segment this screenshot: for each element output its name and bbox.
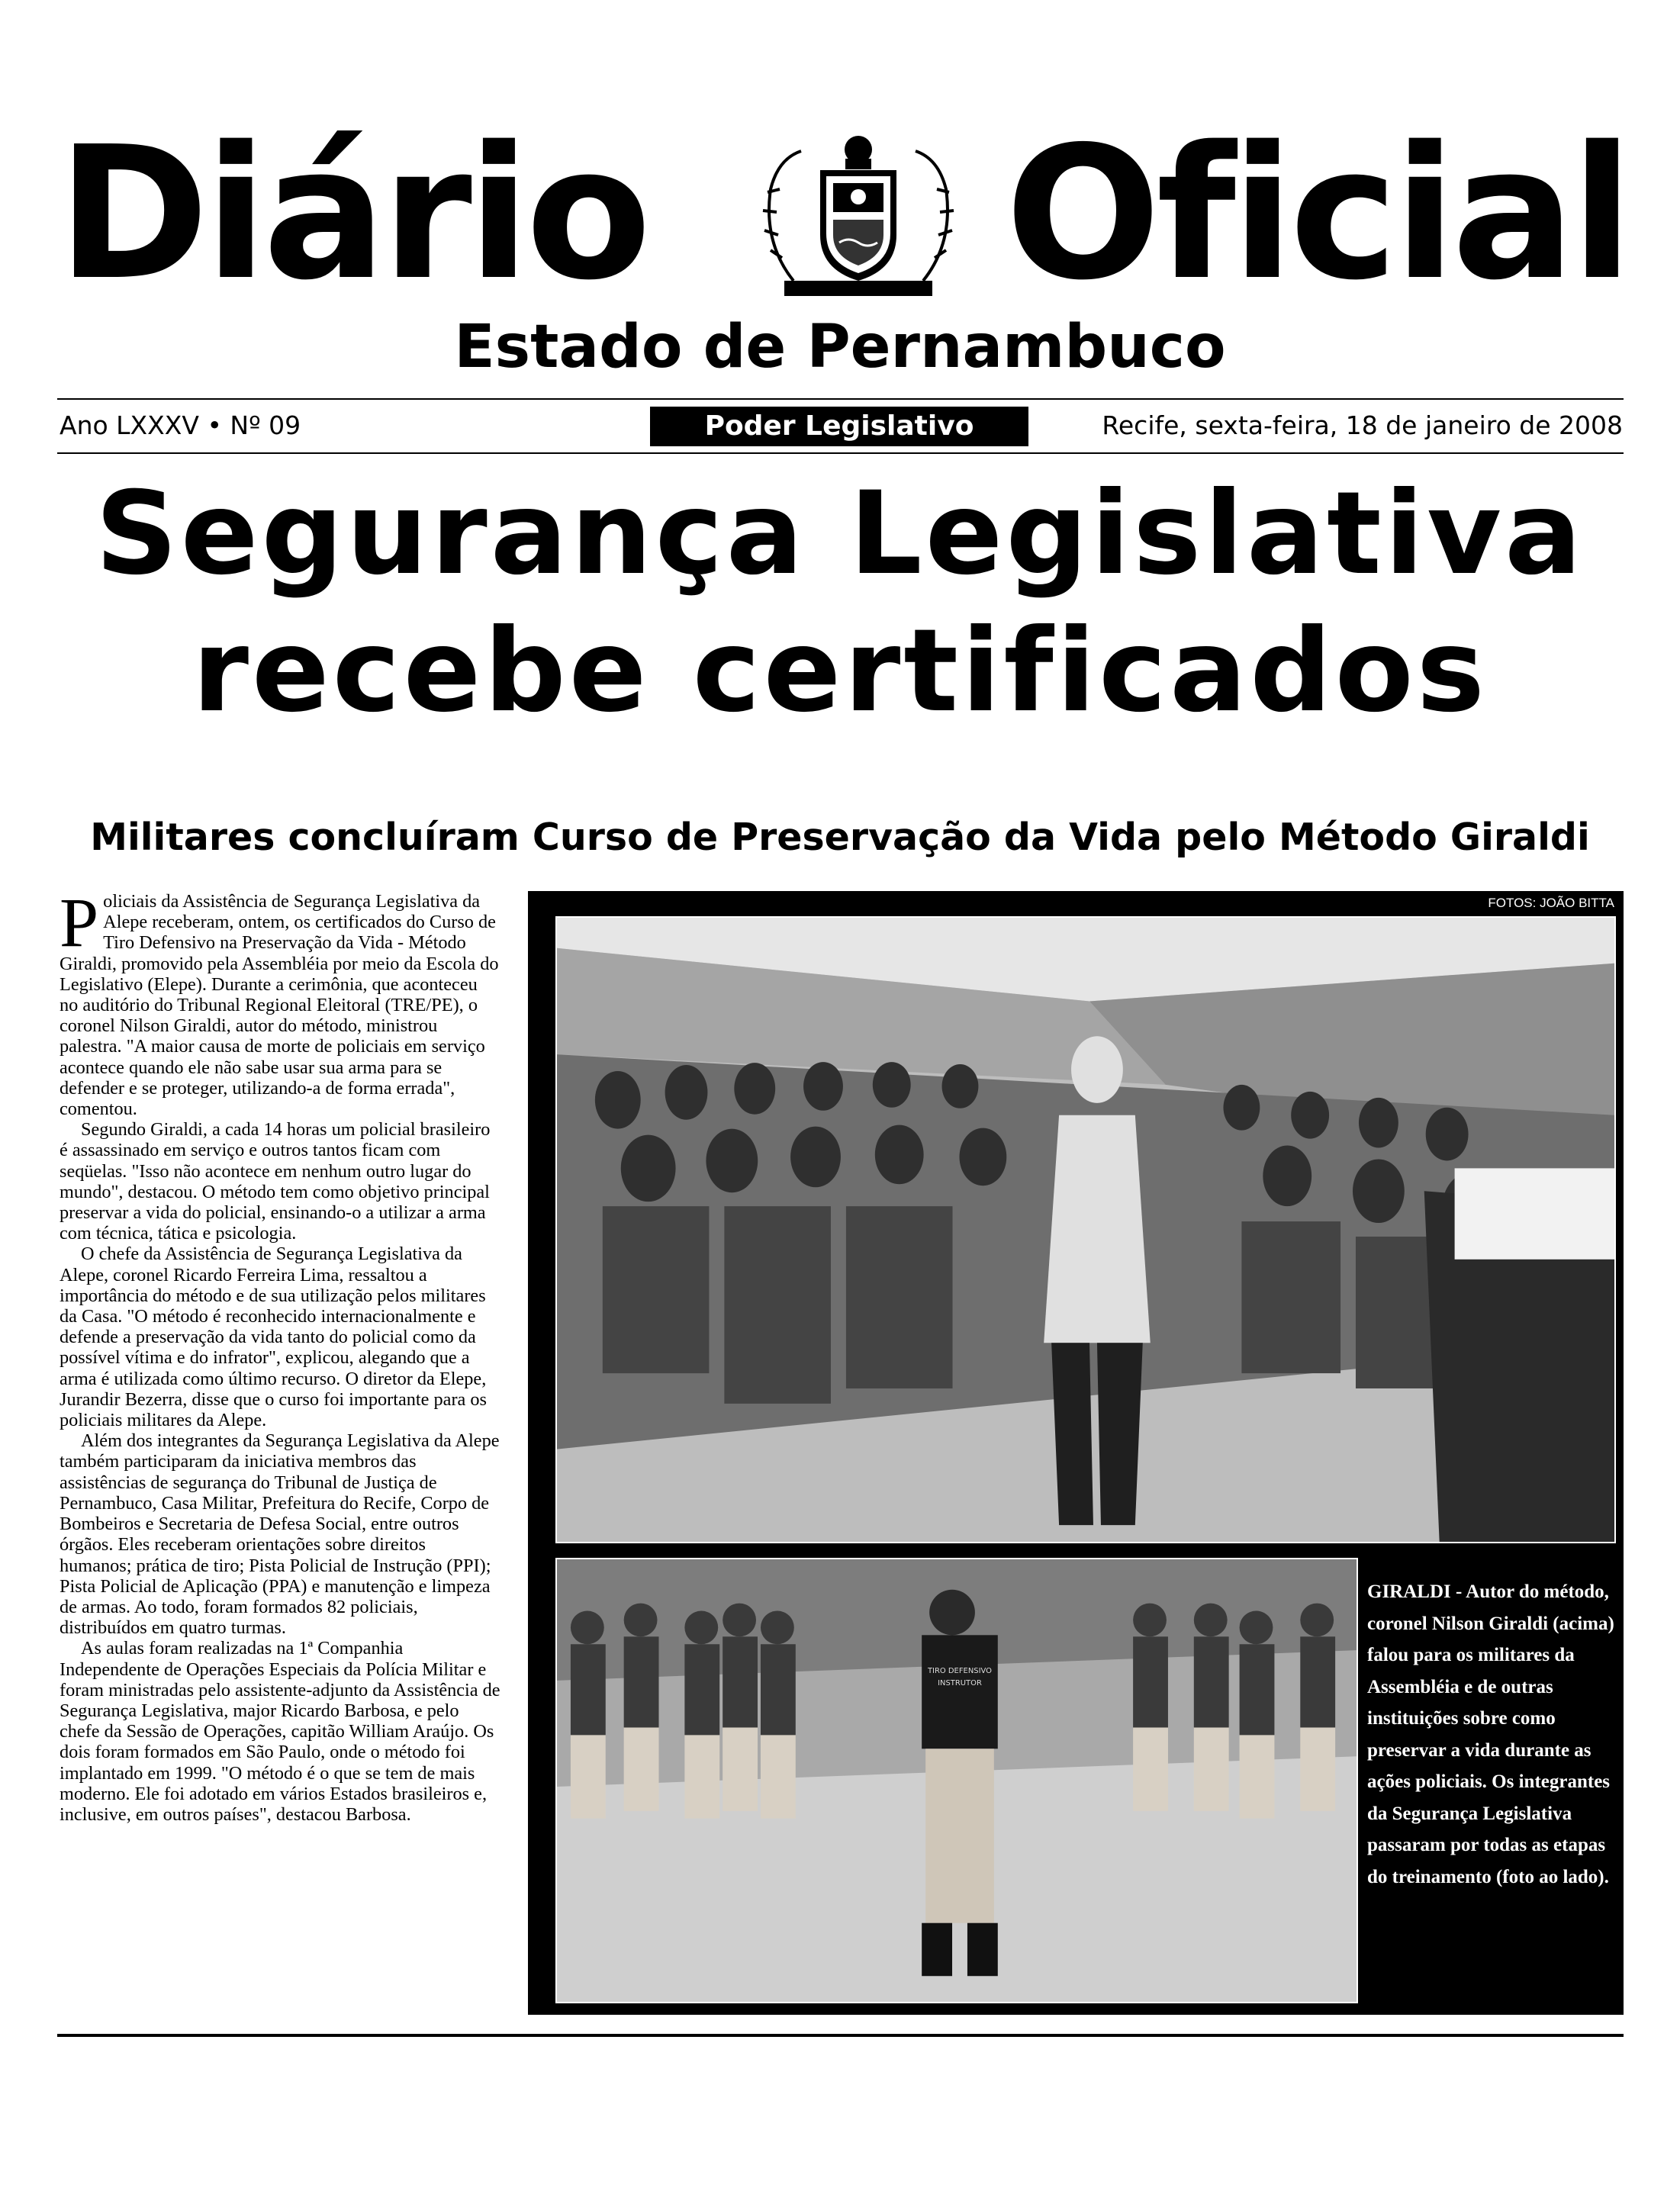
headline xyxy=(0,465,1680,740)
masthead xyxy=(57,107,1629,320)
dateline: Recife, sexta-feira, 18 de janeiro de 2008 xyxy=(1102,410,1623,440)
headline-line-2: recebe certificados xyxy=(192,605,1488,738)
article-lead-paragraph xyxy=(60,891,500,1119)
photo-credit: FOTOS: JOÃO BITTA xyxy=(1488,896,1614,910)
training-photo xyxy=(555,1558,1358,2003)
photo-panel xyxy=(528,891,1624,2015)
coat-of-arms-icon xyxy=(748,128,969,300)
photo-caption: GIRALDI - Autor do método, coronel Nilson Giraldi (acima) falou para os militares da Assembléia e de outras instituições sobre como preservar a vida durante as ações policiais. Os integrantes da Segurança Legislativa passaram por todas as etapas do treinamento (foto ao lado). xyxy=(1367,1581,1614,1887)
headline-line-1: Segurança Legislativa xyxy=(95,468,1585,600)
masthead-title-right: Oficial xyxy=(1005,107,1629,320)
article-paragraph: O chefe da Assistência de Segurança Legislativa da Alepe, coronel Ricardo Ferreira Lima, ressaltou a importância do método e de sua utilização pelos militares da Casa. "O método é reconhecido internacionalmente e defende a preservação da vida tanto do policial como da possível vítima e do infrator", explicou, alegando que a arma é utilizada como último recurso. O diretor da Elepe, Jurandir Bezerra, disse que o curso foi importante para os policiais militares da Alepe. xyxy=(60,1243,487,1431)
drop-cap: P xyxy=(60,891,99,961)
article-body xyxy=(60,891,500,2005)
top-rule xyxy=(57,398,1624,400)
section-badge: Poder Legislativo xyxy=(650,407,1028,446)
lead-text: oliciais da Assistência de Segurança Legislativa da Alepe receberam, ontem, os certificados do Curso de Tiro Defensivo na Preservação da Vida - Método Giraldi, promovido pela Assembléia por meio da Escola do Legislativo (Elepe). Durante a cerimônia, que aconteceu no auditório do Tribunal Regional Eleitoral (TRE/PE), o coronel Nilson Giraldi, autor do método, ministrou palestra. "A maior causa de morte de policiais em serviço acontece quando ele não sabe usar sua arma para se defender e se proteger, utilizando-a de forma errada", comentou. xyxy=(60,891,499,1120)
issue-number: Ano LXXXV • Nº 09 xyxy=(60,410,301,440)
article-paragraph: As aulas foram realizadas na 1ª Companhia Independente de Operações Especiais da Polícia Militar e foram ministradas pelo assistente-adjunto da Assistência de Segurança Legislativa, major Ricardo Barbosa, e pelo chefe da Sessão de Operações, capitão William Araújo. Os dois foram formados em São Paulo, onde o método foi implantado em 1999. "O método é o que se tem de mais moderno. Ele foi adotado em vários Estados brasileiros e, inclusive, em outros países", destacou Barbosa. xyxy=(60,1638,500,1825)
bottom-rule xyxy=(57,2034,1624,2037)
masthead-title-left: Diário xyxy=(57,107,647,320)
shirt-lettering-2: INSTRUTOR xyxy=(938,1678,982,1687)
state-name: Estado de Pernambuco xyxy=(454,313,1226,381)
article-paragraph: Além dos integrantes da Segurança Legislativa da Alepe também participaram da iniciativa membros das assistências de segurança do Tribunal de Justiça de Pernambuco, Casa Militar, Prefeitura do Recife, Corpo de Bombeiros e Secretaria de Defesa Social, entre outros órgãos. Eles receberam orientações sobre direitos humanos; prática de tiro; Pista Policial de Instrução (PPI); Pista Policial de Aplicação (PPA) e manutenção e limpeza de armas. Ao todo, foram formados 82 policiais, distribuídos em quatro turmas. xyxy=(60,1430,500,1639)
auditorium-photo xyxy=(555,916,1616,1543)
info-rule xyxy=(57,452,1624,454)
article-paragraph: Segundo Giraldi, a cada 14 horas um policial brasileiro é assassinado em serviço e outros tantos ficam com seqüelas. "Isso não acontece em nenhum outro lugar do mundo", destacou. O método tem como objetivo principal preservar a vida do policial, ensinando-o a utilizar a arma com técnica, tática e psicologia. xyxy=(60,1119,491,1244)
deck-subtitle: Militares concluíram Curso de Preservação da Vida pelo Método Giraldi xyxy=(90,816,1590,859)
shirt-lettering-1: TIRO DEFENSIVO xyxy=(927,1666,993,1675)
